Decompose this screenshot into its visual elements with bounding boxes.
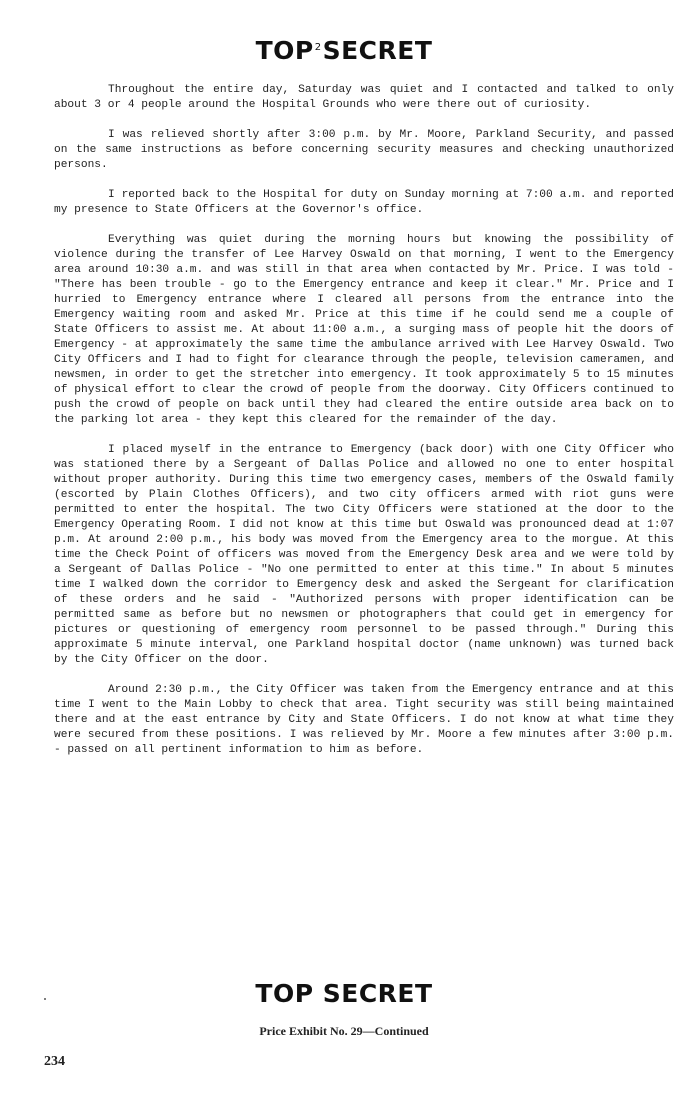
page-number-marker: 2 <box>314 41 322 53</box>
paragraph-emergency-entrance: I placed myself in the entrance to Emergency (back door) with one City Officer who was stationed there by a Sergeant of Dallas Police and allowed no one to enter hospital without proper authority. During this time two emergency cases, members of the Oswald family (escorted by Plain Clothes Officers), and two city officers armed with riot guns were permitted to enter the hospital. The two City Officers were stationed at the door to the Emergency Operating Room. I did not know at this time but Oswald was pronounced dead at 1:07 p.m. At around 2:00 p.m., his body was moved from the Emergency area to the morgue. At this time the Check Point of officers was moved from the Emergency Desk area and we were told by a Sergeant of Dallas Police - "No one permitted to enter at this time." In about 5 minutes time I walked down the corridor to Emergency desk and asked the Sergeant for clarification of these orders and he said - "Authorized persons with proper identification can be permitted same as before but no newsmen or photographers that could get in emergency for pictures or questioning of emergency room personnel to be passed through." During this approximate 5 minute interval, one Parkland hospital doctor (name unknown) was turned back by the City Officer on the door. <box>54 444 674 666</box>
top-secret-header-stamp <box>0 36 688 65</box>
paragraph-oswald-arrival: Everything was quiet during the morning hours but knowing the possibility of violence during the transfer of Lee Harvey Oswald on that morning, I went to the Emergency area around 10:30 a.m. and was still in that area when contacted by Mr. Price. I was told - "There has been trouble - go to the Emergency entrance and keep it clear." Mr. Price and I hurried to Emergency entrance where I cleared all persons from the entrance into the Emergency waiting room and asked Mr. Price at this time if he could send me a couple of State Officers to assist me. At about 11:00 a.m., a surging mass of people hit the doors of Emergency - at approximately the same time the ambulance arrived with Lee Harvey Oswald. Two City Officers and I had to fight for clearance through the people, television cameramen, and newsmen, in order to get the stretcher into emergency. It took approximately 5 to 15 minutes of physical effort to clear the crowd of people from the doorway. City Officers continued to push the crowd of people on back until they had cleared the entire outside area back on to the parking lot area - they kept this cleared for the remainder of the day. <box>54 234 674 426</box>
paragraph-sunday-report: I reported back to the Hospital for duty on Sunday morning at 7:00 a.m. and reported my presence to State Officers at the Governor's office. <box>54 189 674 216</box>
stamp-word-secret: SECRET <box>322 36 433 65</box>
paragraph-relieved: I was relieved shortly after 3:00 p.m. by Mr. Moore, Parkland Security, and passed on the same instructions as before concerning security measures and checking unauthorized persons. <box>54 129 674 171</box>
top-secret-footer-stamp: TOP SECRET <box>255 979 433 1008</box>
paragraph-main-lobby: Around 2:30 p.m., the City Officer was taken from the Emergency entrance and at this time I went to the Main Lobby to check that area. Tight security was still being maintained there and at the east entrance by City and State Officers. I do not know at what time they were secured from these positions. I was relieved by Mr. Moore a few minutes after 3:00 p.m. - passed on all pertinent information to him as before. <box>54 684 674 756</box>
exhibit-caption: Price Exhibit No. 29—Continued <box>259 1024 429 1038</box>
document-body <box>54 83 674 773</box>
page-folio: 234 <box>44 1054 65 1069</box>
stamp-word-top: TOP <box>255 36 314 65</box>
paragraph-saturday: Throughout the entire day, Saturday was quiet and I contacted and talked to only about 3 or 4 people around the Hospital Grounds who were there out of curiosity. <box>54 84 674 111</box>
